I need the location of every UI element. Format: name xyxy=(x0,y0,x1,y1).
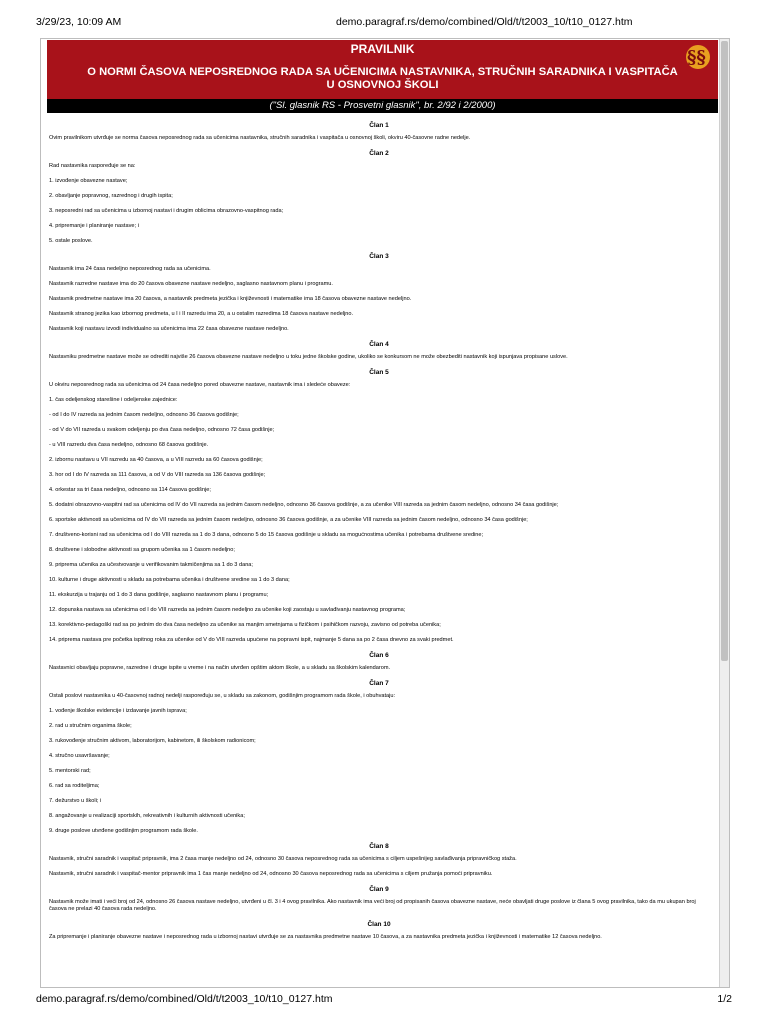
article-paragraph: 3. rukovođenje stručnim aktivom, laboratorijom, kabinetom, ili školskom radionicom; xyxy=(49,738,256,744)
article-paragraph: 4. orkestar sa tri časa nedeljno, odnosno sa 114 časova godišnje; xyxy=(49,487,211,493)
article-paragraph: 9. druge poslove utvrđene godišnjim programom rada škole. xyxy=(49,828,198,834)
article-heading: Član 5 xyxy=(369,369,389,376)
print-date: 3/29/23, 10:09 AM xyxy=(36,16,122,28)
article-paragraph: 8. angažovanje u realizaciji sportskih, rekreativnih i kulturnih aktivnosti učenika; xyxy=(49,813,245,819)
document-type: PRAVILNIK xyxy=(350,42,415,56)
article-paragraph: Rad nastavnika raspoređuje se na: xyxy=(49,163,136,169)
article-paragraph: Nastavnik koji nastavu izvodi individualno sa učenicima ima 22 časa obavezne nastave nedeljno. xyxy=(49,326,289,332)
article-paragraph: Nastavnik razredne nastave ima do 20 časova obavezne nastave nedeljno, saglasno nastavnom planu i programu. xyxy=(49,281,333,287)
svg-text:§§: §§ xyxy=(687,47,706,68)
document-frame[interactable] xyxy=(40,38,730,988)
article-paragraph: 1. izvođenje obavezne nastave; xyxy=(49,178,128,184)
article-paragraph: 6. sportske aktivnosti sa učenicima od IV do VII razreda sa jednim časom nedeljno, odnosno 36 časova godišnje, a za učenike VIII razreda sa jednim časom nedeljno, odnosno 34 časa godišnje; xyxy=(49,517,528,523)
article-heading: Član 9 xyxy=(369,886,389,893)
article-paragraph: 11. ekskurzija u trajanju od 1 do 3 dana godišnje, saglasno nastavnom planu i programu; xyxy=(49,592,269,598)
article-paragraph: Za pripremanje i planiranje obavezne nastave i neposrednog rada u izbornoj nastavi utvrđuje se za nastavnika predmetne nastave 10 časova, a za nastavnika predmeta jezička i književnosti i matematike 12 časova nedeljno. xyxy=(49,934,602,940)
article-paragraph: 1. čas odeljenskog starešine i odeljenske zajednice: xyxy=(49,397,178,403)
article-paragraph: 10. kulturne i druge aktivnosti u skladu sa potrebama učenika i društvene sredine sa 1 do 3 dana; xyxy=(49,577,290,583)
article-paragraph: - od I do IV razreda sa jednim časom nedeljno, odnosno 36 časova godišnje; xyxy=(49,412,239,418)
article-paragraph: 5. dodatni obrazovno-vaspitni rad sa učenicima od IV do VII razreda sa jednim časom nedeljno, odnosno 36 časova godišnje, a za učenike VIII razreda sa jednim časom nedeljno, odnosno 34 časa godišnje; xyxy=(49,502,559,508)
article-paragraph: Nastavnik, stručni saradnik i vaspitač pripravnik, ima 2 časa manje nedeljno od 24, odnosno 30 časova neposrednog rada sa učenicima s ciljem uspešnijeg savlađivanja pripravničkog staža. xyxy=(49,856,517,862)
vertical-scrollbar[interactable] xyxy=(719,39,729,987)
article-paragraph: 4. pripremanje i planiranje nastave; i xyxy=(49,223,139,229)
article-paragraph: 3. hor od I do IV razreda sa 111 časova, a od V do VIII razreda sa 136 časova godišnje; xyxy=(49,472,266,478)
article-paragraph: - od V do VII razreda u svakom odeljenju po dva časa nedeljno, odnosno 72 časa godišnje; xyxy=(49,427,275,433)
article-paragraph: 8. društvene i slobodne aktivnosti sa grupom učenika sa 1 časom nedeljno; xyxy=(49,547,235,553)
article-paragraph: Ovim pravilnikom utvrđuje se norma časova neposrednog rada sa učenicima nastavnika, stručnih saradnika i vaspitača u osnovnoj školi, okviru 40-časovne radne nedelje. xyxy=(49,135,471,141)
article-paragraph: 9. priprema učenika za učestvovanje u verifikovanim takmičenjima sa 1 do 3 dana; xyxy=(49,562,253,568)
paragraf-logo-icon xyxy=(678,42,712,72)
print-footer-url[interactable]: demo.paragraf.rs/demo/combined/Old/t/t2003_10/t10_0127.htm xyxy=(36,993,333,1005)
gazette-reference: ("Sl. glasnik RS - Prosvetni glasnik", br. 2/92 i 2/2000) xyxy=(47,99,718,113)
article-heading: Član 7 xyxy=(369,680,389,687)
article-paragraph: Nastavnik ima 24 časa nedeljno neposrednog rada sa učenicima. xyxy=(49,266,211,272)
print-footer xyxy=(36,993,732,1007)
article-paragraph: Nastavnik stranog jezika kao izbornog predmeta, u I i II razredu ima 20, a u ostalim razredima 18 časova nastave nedeljno. xyxy=(49,311,354,317)
article-paragraph: - u VIII razredu dva časa nedeljno, odnosno 68 časova godišnje. xyxy=(49,442,209,448)
article-paragraph: 14. priprema nastava pre početka ispitnog roka za učenike od V do VIII razreda upućene na popravni ispit, najmanje 5 dana sa po 2 časa dnevno za svaki predmet. xyxy=(49,637,454,643)
article-paragraph: Ostali poslovi nastavnika u 40-časovnoj radnoj nedelji raspoređuju se, u skladu sa zakonom, godišnjim programom rada škole, i obuhvataju: xyxy=(49,693,396,699)
article-heading: Član 10 xyxy=(367,921,391,928)
article-paragraph: Nastavnik, stručni saradnik i vaspitač-mentor pripravnik ima 1 čas manje nedeljno od 24, odnosno 30 časova neposrednog rada sa učenicima s ciljem pružanja pomoći pripravniku. xyxy=(49,871,493,877)
article-heading: Član 2 xyxy=(369,150,389,157)
article-paragraph: Nastavnik predmetne nastave ima 20 časova, a nastavnik predmeta jezička i književnosti i matematike ima 18 časova obavezne nastave nedeljno. xyxy=(49,296,412,302)
article-paragraph: 5. mentorski rad; xyxy=(49,768,91,774)
article-paragraph: Nastavnici obavljaju popravne, razredne i druge ispite u vreme i na način utvrđen opštim aktom škole, a u skladu sa školskim kalendarom. xyxy=(49,665,391,671)
article-paragraph: 2. izbornu nastavu u VII razredu sa 40 časova, a u VIII razredu sa 60 časova godišnje; xyxy=(49,457,263,463)
article-paragraph: Nastavnik može imati i veći broj od 24, odnosno 26 časova nastave nedeljno, utvrđeni u čl. 3 i 4 ovog pravilnika. Ako nastavnik ima veći broj od propisanih časova obavezne nastave, neće obavljati druge poslove iz člana 5 ovog pravilnika, tako da mu ukupan broj časova ne prelazi 40 časova rada nedeljno. xyxy=(49,899,696,912)
article-paragraph: Nastavniku predmetne nastave može se odrediti najviše 26 časova obavezne nastave nedeljno u toku jedne školske godine, ukoliko se konkursom ne može obezbediti nastavnik koji ispunjava propisane uslove. xyxy=(49,354,568,360)
document-title: O NORMI ČASOVA NEPOSREDNOG RADA SA UČENICIMA NASTAVNIKA, STRUČNIH SARADNIKA I VASPITAČA U OSNOVNOJ ŠKOLI xyxy=(87,66,678,91)
article-paragraph: 2. obavljanje popravnog, razrednog i drugih ispita; xyxy=(49,193,173,199)
article-heading: Član 8 xyxy=(369,843,389,850)
article-heading: Član 6 xyxy=(369,652,389,659)
article-heading: Član 3 xyxy=(369,253,389,260)
article-paragraph: 13. korektivno-pedagoški rad sa po jednim do dva časa nedeljno za učenike sa manjim smetnjama u fizičkom i psihičkom razvoju, zavisno od potreba učenika; xyxy=(49,622,441,628)
page-number: 1/2 xyxy=(717,993,732,1005)
article-paragraph: U okviru neposrednog rada sa učenicima od 24 časa nedeljno pored obavezne nastave, nastavnik ima i sledeće obaveze: xyxy=(49,382,351,388)
article-paragraph: 2. rad u stručnim organima škole; xyxy=(49,723,132,729)
print-header xyxy=(36,16,732,30)
article-paragraph: 12. dopunska nastava sa učenicima od I do VIII razreda sa jednim časom nedeljno za učenike koji zaostaju u savlađivanju nastavnog programa; xyxy=(49,607,406,613)
article-paragraph: 5. ostale poslove. xyxy=(49,238,93,244)
article-paragraph: 7. društveno-korisni rad sa učenicima od I do VIII razreda sa 1 do 3 dana, odnosno 5 do 15 časova godišnje u skladu sa mogućnostima učenika i potrebama društvene sredine; xyxy=(49,532,484,538)
article-paragraph: 7. dežurstvo u školi; i xyxy=(49,798,102,804)
article-paragraph: 3. neposredni rad sa učenicima u izbornoj nastavi i drugim oblicima obrazovno-vaspitnog rada; xyxy=(49,208,284,214)
document-body xyxy=(49,119,709,949)
article-heading: Član 1 xyxy=(369,122,389,129)
print-url[interactable]: demo.paragraf.rs/demo/combined/Old/t/t2003_10/t10_0127.htm xyxy=(336,16,633,28)
article-paragraph: 6. rad sa roditeljima; xyxy=(49,783,100,789)
scrollbar-thumb[interactable] xyxy=(721,41,728,661)
article-paragraph: 1. vođenje školske evidencije i izdavanje javnih isprava; xyxy=(49,708,187,714)
article-paragraph: 4. stručno usavršavanje; xyxy=(49,753,110,759)
article-heading: Član 4 xyxy=(369,341,389,348)
